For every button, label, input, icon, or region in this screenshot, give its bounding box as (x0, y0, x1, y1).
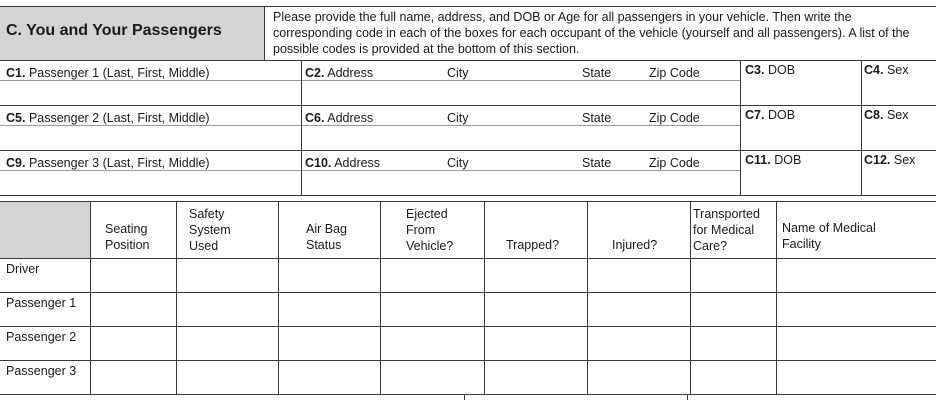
sex-label: C12. Sex (864, 153, 916, 167)
dob-input[interactable] (742, 123, 860, 149)
header-line: for Medical (693, 223, 755, 237)
table-cell-input[interactable] (588, 361, 690, 394)
rule (0, 6, 936, 7)
seating-position-header (105, 221, 149, 253)
table-cell-input[interactable] (777, 259, 936, 292)
rule (380, 201, 381, 394)
rule (776, 201, 777, 394)
rule (301, 60, 302, 105)
rule (740, 150, 741, 195)
header-line: Safety (189, 207, 225, 221)
header-line: Transported (693, 207, 760, 221)
rule (740, 60, 741, 105)
rule (861, 105, 862, 150)
rule (0, 170, 740, 171)
table-cell-input[interactable] (691, 293, 776, 326)
header-line: Status (306, 238, 342, 252)
header-line: Ejected (406, 207, 448, 221)
rule (484, 201, 485, 394)
sex-label: C4. Sex (864, 63, 909, 77)
table-cell-input[interactable] (279, 259, 380, 292)
header-line: Name of Medical (782, 221, 876, 235)
table-cell-input[interactable] (588, 293, 690, 326)
rule (0, 292, 936, 293)
table-cell-input[interactable] (485, 327, 587, 360)
header-line: Vehicle? (406, 239, 454, 253)
state-label: State (582, 156, 612, 170)
table-corner-cell (0, 201, 90, 258)
zip-label: Zip Code (649, 111, 700, 125)
table-cell-input[interactable] (691, 259, 776, 292)
table-cell-input[interactable] (381, 327, 484, 360)
rule (0, 326, 936, 327)
ejected-header (406, 206, 453, 254)
city-label: City (447, 156, 469, 170)
row-label: Passenger 1 (6, 296, 77, 310)
header-line: Seating (105, 222, 148, 236)
header-line: Position (105, 238, 150, 252)
address-input[interactable] (302, 125, 739, 149)
passenger-name-label: C1. Passenger 1 (Last, First, Middle) (6, 66, 210, 80)
rule (176, 201, 177, 394)
table-cell-input[interactable] (381, 259, 484, 292)
rule (0, 394, 936, 395)
header-line: From (406, 223, 436, 237)
header-line: Injured? (612, 238, 658, 252)
table-cell-input[interactable] (91, 259, 176, 292)
zip-label: Zip Code (649, 66, 700, 80)
rule (0, 258, 936, 259)
table-cell-input[interactable] (588, 327, 690, 360)
header-line: Used (189, 239, 219, 253)
rule (690, 201, 691, 394)
medical-facility-header (782, 220, 876, 252)
header-line: Trapped? (506, 238, 560, 252)
rule (278, 201, 279, 394)
header-line: Air Bag (306, 222, 347, 236)
table-cell-input[interactable] (691, 327, 776, 360)
rule (740, 105, 741, 150)
rule (90, 201, 91, 394)
address-label: C10. Address (305, 156, 381, 170)
table-cell-input[interactable] (279, 293, 380, 326)
row-label: Driver (6, 262, 40, 276)
dob-label: C7. DOB (745, 108, 796, 122)
table-cell-input[interactable] (177, 293, 278, 326)
address-label: C2. Address (305, 66, 374, 80)
rule (0, 360, 936, 361)
safety-system-header (189, 206, 231, 254)
table-cell-input[interactable] (177, 361, 278, 394)
table-cell-input[interactable] (91, 293, 176, 326)
rule (0, 201, 936, 202)
section-instructions: Please provide the full name, address, and DOB or Age for all passengers in your vehicle. Then write the corresponding code in each of the boxes for each occupant of the vehicle (yourself and all passengers). A list of the possible codes is provided at the bottom of this section. (273, 10, 910, 56)
rule (687, 394, 688, 400)
table-cell-input[interactable] (691, 361, 776, 394)
section-title: C. You and Your Passengers (6, 22, 222, 39)
table-cell-input[interactable] (381, 293, 484, 326)
table-cell-input[interactable] (91, 327, 176, 360)
table-cell-input[interactable] (279, 327, 380, 360)
table-cell-input[interactable] (279, 361, 380, 394)
table-cell-input[interactable] (381, 361, 484, 394)
state-label: State (582, 111, 612, 125)
passenger-name-input[interactable] (0, 80, 301, 104)
trapped-header (506, 237, 559, 253)
header-line: Care? (693, 239, 728, 253)
rule (301, 150, 302, 195)
table-cell-input[interactable] (485, 259, 587, 292)
table-cell-input[interactable] (177, 259, 278, 292)
dob-input[interactable] (742, 168, 860, 194)
dob-label: C11. DOB (745, 153, 802, 167)
air-bag-status-header (306, 221, 347, 253)
table-cell-input[interactable] (91, 361, 176, 394)
rule (264, 6, 265, 60)
rule (861, 60, 862, 105)
header-line: Facility (782, 237, 821, 251)
sex-input[interactable] (862, 78, 936, 104)
dob-input[interactable] (742, 78, 860, 104)
table-cell-input[interactable] (485, 293, 587, 326)
rule (0, 125, 740, 126)
row-label: Passenger 2 (6, 330, 77, 344)
table-cell-input[interactable] (485, 361, 587, 394)
injured-header (612, 237, 657, 253)
passenger-name-label: C5. Passenger 2 (Last, First, Middle) (6, 111, 210, 125)
state-label: State (582, 66, 612, 80)
rule (587, 201, 588, 394)
rule (0, 195, 936, 196)
address-label: C6. Address (305, 111, 374, 125)
passenger-name-input[interactable] (0, 170, 301, 194)
sex-label: C8. Sex (864, 108, 909, 122)
table-cell-input[interactable] (588, 259, 690, 292)
header-line: System (189, 223, 231, 237)
address-input[interactable] (302, 170, 739, 194)
zip-label: Zip Code (649, 156, 700, 170)
dob-label: C3. DOB (745, 63, 796, 77)
rule (861, 150, 862, 195)
passenger-name-input[interactable] (0, 125, 301, 149)
transported-header (693, 206, 760, 254)
table-cell-input[interactable] (777, 361, 936, 394)
sex-input[interactable] (862, 168, 936, 194)
row-label: Passenger 3 (6, 364, 77, 378)
rule (0, 80, 740, 81)
city-label: City (447, 66, 469, 80)
sex-input[interactable] (862, 123, 936, 149)
table-cell-input[interactable] (777, 327, 936, 360)
rule (301, 105, 302, 150)
city-label: City (447, 111, 469, 125)
address-input[interactable] (302, 80, 739, 104)
passenger-name-label: C9. Passenger 3 (Last, First, Middle) (6, 156, 210, 170)
rule (464, 394, 465, 400)
table-cell-input[interactable] (777, 293, 936, 326)
table-cell-input[interactable] (177, 327, 278, 360)
